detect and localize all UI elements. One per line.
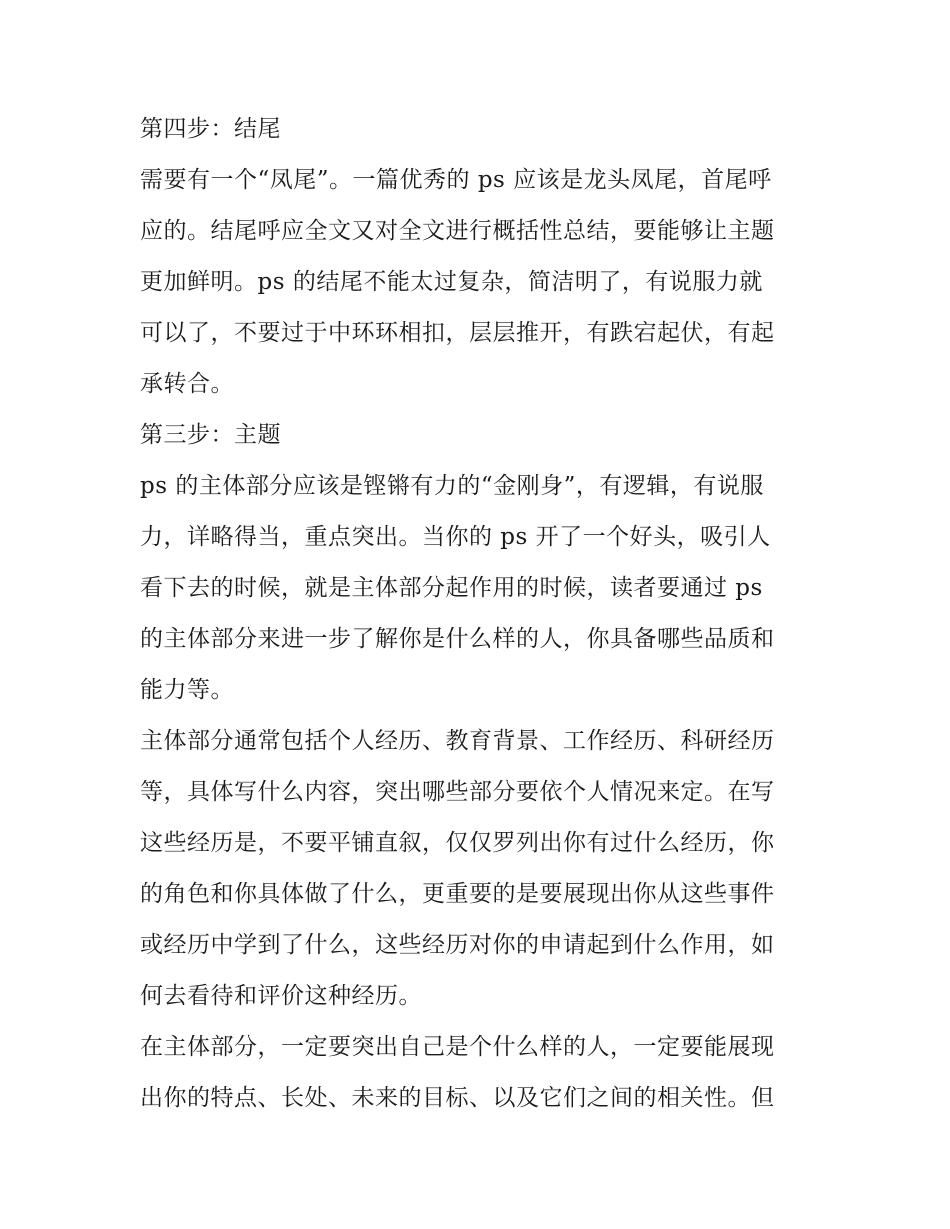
- text-line: 主体部分通常包括个人经历、教育背景、工作经历、科研经历: [140, 728, 775, 754]
- text-line: 能力等。: [140, 677, 234, 703]
- document-body: [140, 104, 820, 1124]
- text-line: 的主体部分来进一步了解你是什么样的人，你具备哪些品质和: [140, 626, 775, 652]
- text-line: 的角色和你具体做了什么，更重要的是要展现出你从这些事件: [140, 881, 775, 907]
- text-line: 这些经历是，不要平铺直叙，仅仅罗列出你有过什么经历，你: [140, 830, 775, 856]
- text-line: 在主体部分，一定要突出自己是个什么样的人，一定要能展现: [140, 1034, 775, 1060]
- text-line: 何去看待和评价这种经历。: [140, 983, 422, 1009]
- text-line: 应的。结尾呼应全文又对全文进行概括性总结，要能够让主题: [140, 218, 775, 244]
- text-line: 或经历中学到了什么，这些经历对你的申请起到什么作用，如: [140, 932, 775, 958]
- text-line: 更加鲜明。ps 的结尾不能太过复杂，简洁明了，有说服力就: [140, 269, 763, 295]
- text-line: 出你的特点、长处、未来的目标、以及它们之间的相关性。但: [140, 1085, 775, 1111]
- text-line: ps 的主体部分应该是铿锵有力的“金刚身”，有逻辑，有说服: [140, 473, 764, 499]
- text-line: 可以了，不要过于中环环相扣，层层推开，有跌宕起伏，有起: [140, 320, 775, 346]
- text-line: 力，详略得当，重点突出。当你的 ps 开了一个好头，吸引人: [140, 524, 771, 550]
- heading-step-three: 第三步：主题: [140, 422, 281, 448]
- text-line: 需要有一个“凤尾”。一篇优秀的 ps 应该是龙头凤尾，首尾呼: [140, 167, 772, 193]
- heading-step-four: 第四步：结尾: [140, 116, 281, 142]
- text-line: 等，具体写什么内容，突出哪些部分要依个人情况来定。在写: [140, 779, 775, 805]
- text-line: 看下去的时候，就是主体部分起作用的时候，读者要通过 ps: [140, 575, 763, 601]
- text-line: 承转合。: [140, 371, 234, 397]
